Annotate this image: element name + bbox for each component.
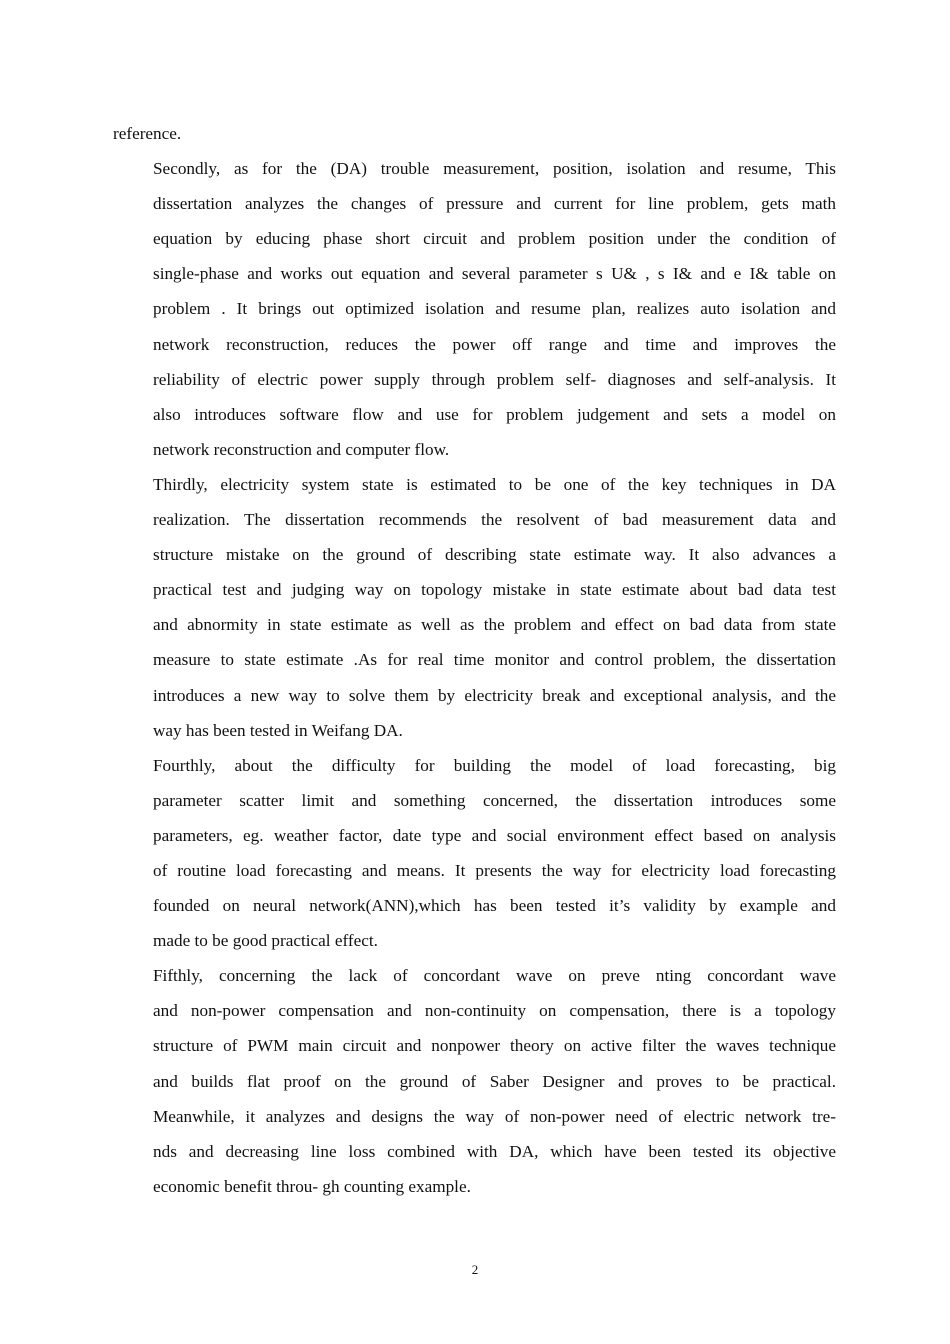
- text-line: structure of PWM main circuit and nonpower theory on active filter the waves technique: [153, 1036, 836, 1056]
- text-line: single-phase and works out equation and several parameter s U& , s I& and e I& table on: [153, 264, 836, 284]
- text-line: network reconstruction, reduces the power off range and time and improves the: [153, 334, 836, 354]
- text-line: of routine load forecasting and means. It presents the way for electricity load forecasting: [153, 860, 836, 880]
- text-line: Fourthly, about the difficulty for building the model of load forecasting, big: [153, 755, 836, 775]
- text-line: practical test and judging way on topology mistake in state estimate about bad data test: [153, 580, 836, 600]
- text-line: reference.: [113, 124, 182, 143]
- body-text: [113, 116, 836, 1204]
- page-number: 2: [471, 1262, 479, 1277]
- paragraph: [113, 958, 836, 1204]
- text-line: economic benefit throu- gh counting example.: [153, 1176, 471, 1196]
- text-line: Secondly, as for the (DA) trouble measurement, position, isolation and resume, This: [153, 159, 836, 179]
- text-line: reliability of electric power supply through problem self- diagnoses and self-analysis. It: [153, 369, 836, 389]
- paragraph: [113, 151, 836, 467]
- text-line: equation by educing phase short circuit and problem position under the condition of: [153, 229, 836, 249]
- text-line: measure to state estimate .As for real time monitor and control problem, the dissertation: [153, 650, 836, 670]
- text-line: Meanwhile, it analyzes and designs the way of non-power need of electric network tre-: [153, 1106, 836, 1126]
- text-line: parameters, eg. weather factor, date type and social environment effect based on analysis: [153, 825, 836, 845]
- text-line: dissertation analyzes the changes of pressure and current for line problem, gets math: [153, 194, 836, 214]
- text-line: problem . It brings out optimized isolation and resume plan, realizes auto isolation and: [153, 299, 836, 319]
- text-line: Fifthly, concerning the lack of concordant wave on preve nting concordant wave: [153, 966, 836, 986]
- text-line: and builds flat proof on the ground of Saber Designer and proves to be practical.: [153, 1071, 836, 1091]
- text-line: realization. The dissertation recommends the resolvent of bad measurement data and: [153, 510, 836, 530]
- text-line: also introduces software flow and use for problem judgement and sets a model on: [153, 404, 836, 424]
- text-line: made to be good practical effect.: [153, 931, 378, 951]
- text-line: and non-power compensation and non-continuity on compensation, there is a topology: [153, 1001, 836, 1021]
- text-line: structure mistake on the ground of describing state estimate way. It also advances a: [153, 545, 836, 565]
- text-line: nds and decreasing line loss combined with DA, which have been tested its objective: [153, 1141, 836, 1161]
- text-line: Thirdly, electricity system state is estimated to be one of the key techniques in DA: [153, 474, 836, 494]
- text-line: founded on neural network(ANN),which has been tested it’s validity by example and: [153, 896, 836, 916]
- paragraph: [113, 467, 836, 748]
- text-line: way has been tested in Weifang DA.: [153, 720, 403, 740]
- paragraph: [113, 748, 836, 959]
- text-line: introduces a new way to solve them by electricity break and exceptional analysis, and the: [153, 685, 836, 705]
- text-line: and abnormity in state estimate as well as the problem and effect on bad data from state: [153, 615, 836, 635]
- text-line: parameter scatter limit and something concerned, the dissertation introduces some: [153, 790, 836, 810]
- text-line: network reconstruction and computer flow.: [153, 439, 450, 459]
- paragraph: [113, 116, 836, 151]
